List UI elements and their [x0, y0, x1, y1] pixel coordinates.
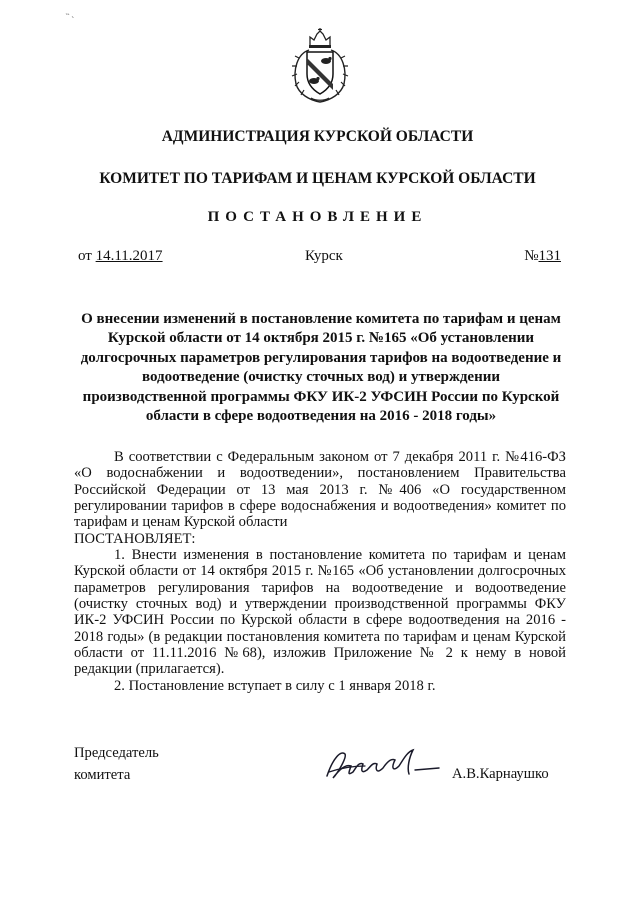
number-value: 131: [538, 248, 561, 264]
committee-heading: КОМИТЕТ ПО ТАРИФАМ И ЦЕНАМ КУРСКОЙ ОБЛАСТИ: [99, 170, 536, 187]
date-value: 14.11.2017: [95, 248, 163, 264]
kursk-coat-of-arms-icon: [289, 28, 351, 104]
document-date: [78, 248, 163, 265]
signatory-title-line: комитета: [74, 767, 131, 783]
administration-heading: АДМИНИСТРАЦИЯ КУРСКОЙ ОБЛАСТИ: [161, 128, 474, 145]
preamble-paragraph: В соответствии с Федеральным законом от 7 декабря 2011 г. №416-ФЗ «О водоснабжении и водоотведении», постановлением Правительства Российской Федерации от 13 мая 2013 г. №406 «О государственном регулировании тарифов в сфере водоснабжения и водоотведения» комитет по тарифам и ценам Курской области: [74, 449, 566, 531]
signer-name: А.В.Карнаушко: [452, 766, 549, 782]
subject-line: долгосрочных параметров регулирования тарифов на водоотведение и: [80, 349, 562, 366]
subject-line: Курской области от 14 октября 2015 г. №165 «Об установлении: [107, 330, 535, 347]
document-number: [524, 248, 561, 265]
document-subject: [78, 310, 564, 426]
resolves-line: ПОСТАНОВЛЯЕТ:: [74, 530, 196, 547]
document-meta-row: [78, 248, 564, 268]
subject-line: О внесении изменений в постановление комитета по тарифам и ценам: [81, 311, 561, 327]
number-prefix: №: [524, 248, 539, 264]
subject-line: водоотведение (очистку сточных вод) и утверждении: [141, 369, 501, 386]
document-body: [74, 449, 566, 694]
signatory-title-line: Председатель: [74, 745, 159, 761]
subject-line: области в сфере водоотведения на 2016 - 2018 годы»: [145, 408, 497, 425]
document-type-heading: ПОСТАНОВЛЕНИЕ: [207, 209, 428, 225]
item-1-paragraph: 1. Внести изменения в постановление комитета по тарифам и ценам Курской области от 14 октября 2015 г. №165 «Об установлении долгосрочных параметров регулирования тарифов на водоотведение и водоотведение (очистку сточных вод) и утверждении производственной программы ФКУ ИК-2 УФСИН России по Курской области в сфере водоотведения на 2016 - 2018 годы» (в редакции постановления комитета по тарифам и ценам Курской области от 11.11.2016 №68), изложив Приложение № 2 к нему в новой редакции (прилагается).: [74, 547, 566, 678]
document-city: Курск: [305, 248, 343, 264]
subject-line: производственной программы ФКУ ИК-2 УФСИН России по Курской: [82, 388, 560, 405]
scan-mark: ˵ ˎ: [66, 8, 75, 18]
signatory-title: [74, 742, 159, 786]
item-2-paragraph: 2. Постановление вступает в силу с 1 января 2018 г.: [114, 677, 436, 694]
date-prefix: от: [78, 248, 92, 264]
handwritten-signature: [323, 744, 443, 788]
